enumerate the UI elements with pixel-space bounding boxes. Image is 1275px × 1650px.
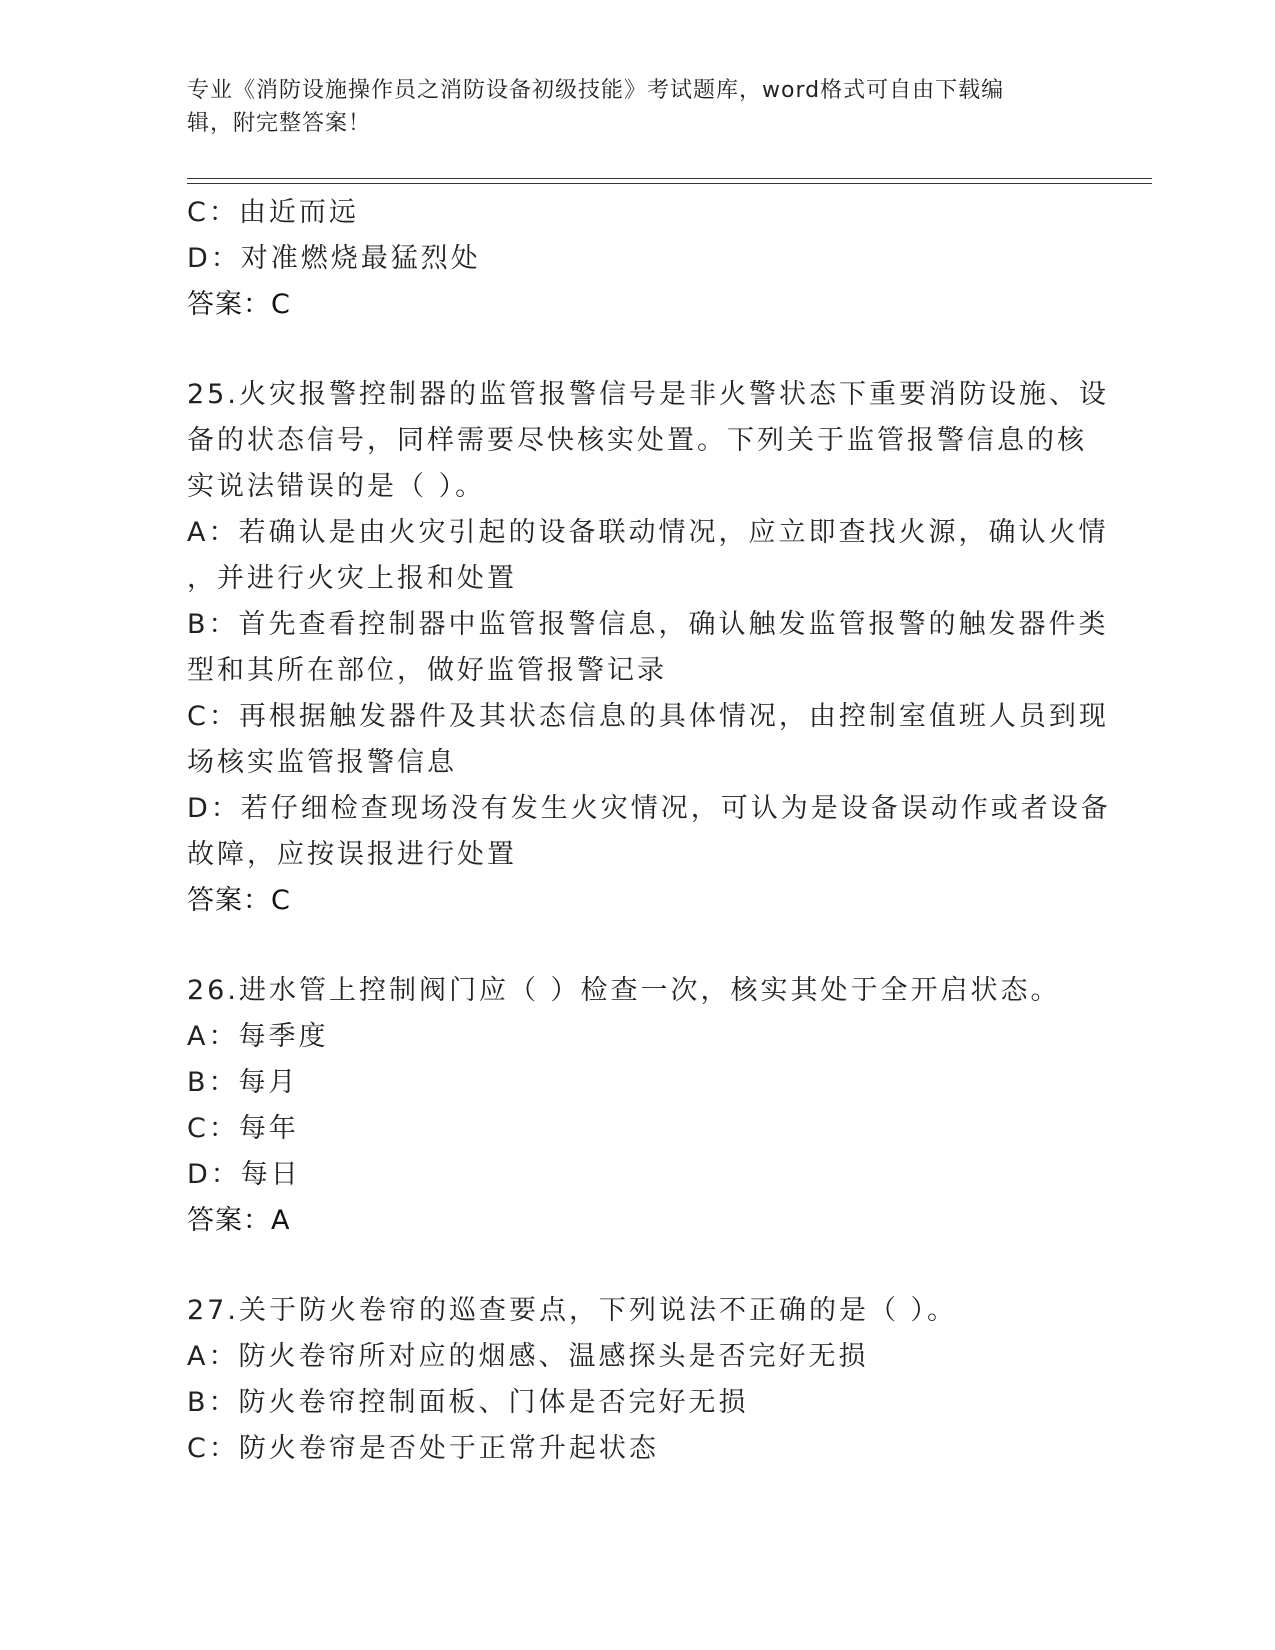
- question-stem-line: 备的状态信号，同样需要尽快核实处置。下列关于监管报警信息的核: [187, 425, 1087, 456]
- option-d: D：每日: [187, 1159, 301, 1190]
- spacer: [187, 328, 1087, 372]
- option-a: A：每季度: [187, 1021, 329, 1052]
- option-b: B：每月: [187, 1067, 299, 1098]
- option-d-continued: 故障，应按误报进行处置: [187, 839, 517, 870]
- option-c: C：防火卷帘是否处于正常升起状态: [187, 1433, 659, 1464]
- option-c: C：由近而远: [187, 197, 359, 228]
- page-header: [187, 74, 1067, 140]
- question-25: [187, 372, 1111, 924]
- question-27: [187, 1288, 1087, 1472]
- option-b-continued: 型和其所在部位，做好监管报警记录: [187, 655, 667, 686]
- option-b: B：首先查看控制器中监管报警信息，确认触发监管报警的触发器件类: [187, 609, 1109, 640]
- option-b: B：防火卷帘控制面板、门体是否完好无损: [187, 1387, 749, 1418]
- question-26: [187, 968, 1087, 1244]
- question-content: [187, 190, 1111, 1472]
- answer: 答案：A: [187, 1205, 291, 1236]
- option-d: D：对准燃烧最猛烈处: [187, 243, 481, 274]
- option-a-continued: ，并进行火灾上报和处置: [187, 563, 517, 594]
- option-d: D：若仔细检查现场没有发生火灾情况，可认为是设备误动作或者设备: [187, 793, 1111, 824]
- option-a: A：若确认是由火灾引起的设备联动情况，应立即查找火源，确认火情: [187, 517, 1109, 548]
- option-c: C：每年: [187, 1113, 299, 1144]
- option-c-continued: 场核实监管报警信息: [187, 747, 457, 778]
- question-stem-line: 27.关于防火卷帘的巡查要点，下列说法不正确的是（ ）。: [187, 1295, 958, 1326]
- option-c: C：再根据触发器件及其状态信息的具体情况，由控制室值班人员到现: [187, 701, 1109, 732]
- answer: 答案：C: [187, 289, 291, 320]
- header-line-2: 辑，附完整答案！: [187, 111, 372, 136]
- header-rule-bottom: [187, 183, 1152, 184]
- header-rule-top: [187, 178, 1152, 179]
- question-stem-line: 实说法错误的是（ ）。: [187, 471, 486, 502]
- previous-question-tail: [187, 190, 1087, 328]
- answer: 答案：C: [187, 885, 291, 916]
- header-line-1: 专业《消防设施操作员之消防设备初级技能》考试题库，word格式可自由下载编: [187, 78, 1005, 103]
- question-stem-line: 26.进水管上控制阀门应（ ）检查一次，核实其处于全开启状态。: [187, 975, 1061, 1006]
- question-stem-line: 25.火灾报警控制器的监管报警信号是非火警状态下重要消防设施、设: [187, 379, 1109, 410]
- spacer: [187, 1244, 1087, 1288]
- spacer: [187, 924, 1087, 968]
- option-a: A：防火卷帘所对应的烟感、温感探头是否完好无损: [187, 1341, 869, 1372]
